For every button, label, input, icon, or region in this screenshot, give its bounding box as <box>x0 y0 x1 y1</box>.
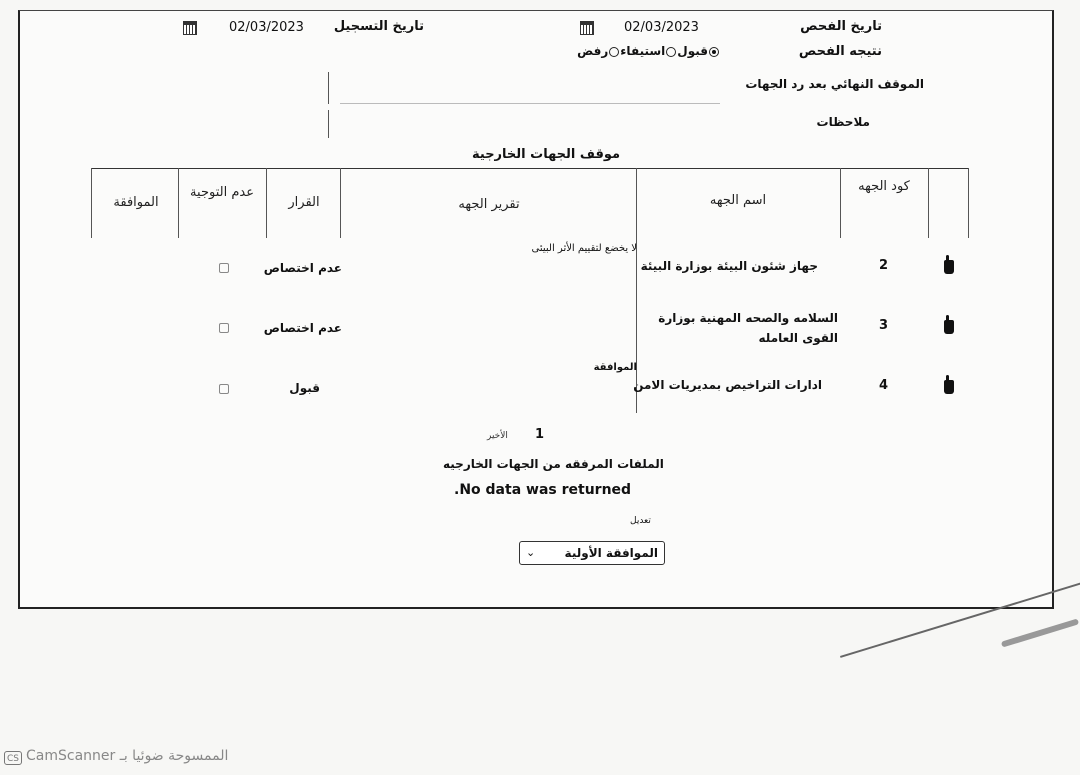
col-header-approval: الموافقة <box>113 195 159 210</box>
radio-accept[interactable] <box>709 47 719 57</box>
row-code: 3 <box>879 318 889 333</box>
result-label: نتيجه الفحص <box>798 44 882 59</box>
no-routing-checkbox[interactable] <box>219 263 229 273</box>
edit-label: تعديل <box>630 516 651 526</box>
pen-tip-photo <box>1001 618 1079 647</box>
radio-reject-label: رفض <box>577 44 609 58</box>
calendar-icon[interactable] <box>183 21 197 35</box>
form-frame <box>18 10 1054 609</box>
row-decision: عدم اختصاص <box>263 261 342 275</box>
result-radio-group <box>577 44 720 58</box>
row-decision: قبول <box>289 381 320 395</box>
camscanner-watermark: الممسوحة ضوئيا بـ CamScanner <box>26 748 229 764</box>
chevron-down-icon: ⌄ <box>526 546 536 559</box>
notes-field[interactable] <box>328 110 329 138</box>
col-header-name: اسم الجهه <box>709 193 767 208</box>
row-name: جهاز شئون البيئة بوزارة البيئة <box>640 259 818 273</box>
camscanner-logo-icon: CS <box>4 751 22 765</box>
col-divider <box>636 168 637 413</box>
col-header-code: كود الجهه <box>858 179 910 194</box>
row-decision: عدم اختصاص <box>263 321 342 335</box>
section-title: موقف الجهات الخارجية <box>472 147 621 162</box>
col-divider <box>968 168 969 238</box>
page-number[interactable]: 1 <box>535 427 545 442</box>
exam-date-label: تاريخ الفحص <box>800 19 882 34</box>
radio-complete-label: استيفاء <box>620 44 666 58</box>
no-routing-checkbox[interactable] <box>219 384 229 394</box>
radio-reject[interactable] <box>609 47 619 57</box>
calendar-icon[interactable] <box>580 21 594 35</box>
row-report: الموافقة <box>593 362 637 373</box>
col-header-decision: القرار <box>288 195 320 210</box>
row-code: 4 <box>879 378 889 393</box>
attachments-title: الملفات المرفقه من الجهات الخارجيه <box>443 457 664 471</box>
radio-complete[interactable] <box>666 47 676 57</box>
col-divider <box>91 168 92 238</box>
row-name: ادارات التراخيص بمديريات الامن <box>633 378 822 392</box>
select-row-icon[interactable] <box>944 320 954 334</box>
col-divider <box>840 168 841 238</box>
reg-date-label: تاريخ التسجيل <box>333 19 424 34</box>
field-divider <box>340 103 720 104</box>
notes-label: ملاحظات <box>816 115 870 129</box>
row-name: السلامه والصحه المهنية بوزارة القوى العامله <box>658 311 838 345</box>
row-report: لا يخضع لتقييم الأثر البيئى <box>531 243 637 254</box>
col-divider <box>928 168 929 238</box>
final-position-label: الموقف النهائي بعد رد الجهات <box>745 77 924 91</box>
edit-dropdown-value: الموافقة الأولية <box>564 546 658 560</box>
no-routing-checkbox[interactable] <box>219 323 229 333</box>
col-divider <box>178 168 179 238</box>
reg-date-value: 02/03/2023 <box>229 20 304 35</box>
col-divider <box>340 168 341 238</box>
col-header-report: تقرير الجهه <box>458 197 520 212</box>
last-page-link[interactable]: الأخير <box>487 431 508 441</box>
exam-date-value: 02/03/2023 <box>624 20 699 35</box>
select-row-icon[interactable] <box>944 260 954 274</box>
table-top-border <box>91 168 969 169</box>
col-header-no-routing: عدم التوجية <box>190 185 254 200</box>
select-row-icon[interactable] <box>944 380 954 394</box>
row-code: 2 <box>879 258 889 273</box>
empty-message: No data was returned. <box>454 482 632 498</box>
radio-accept-label: قبول <box>677 44 708 58</box>
col-divider <box>266 168 267 238</box>
edit-dropdown[interactable] <box>519 541 665 565</box>
final-position-field[interactable] <box>328 72 329 104</box>
